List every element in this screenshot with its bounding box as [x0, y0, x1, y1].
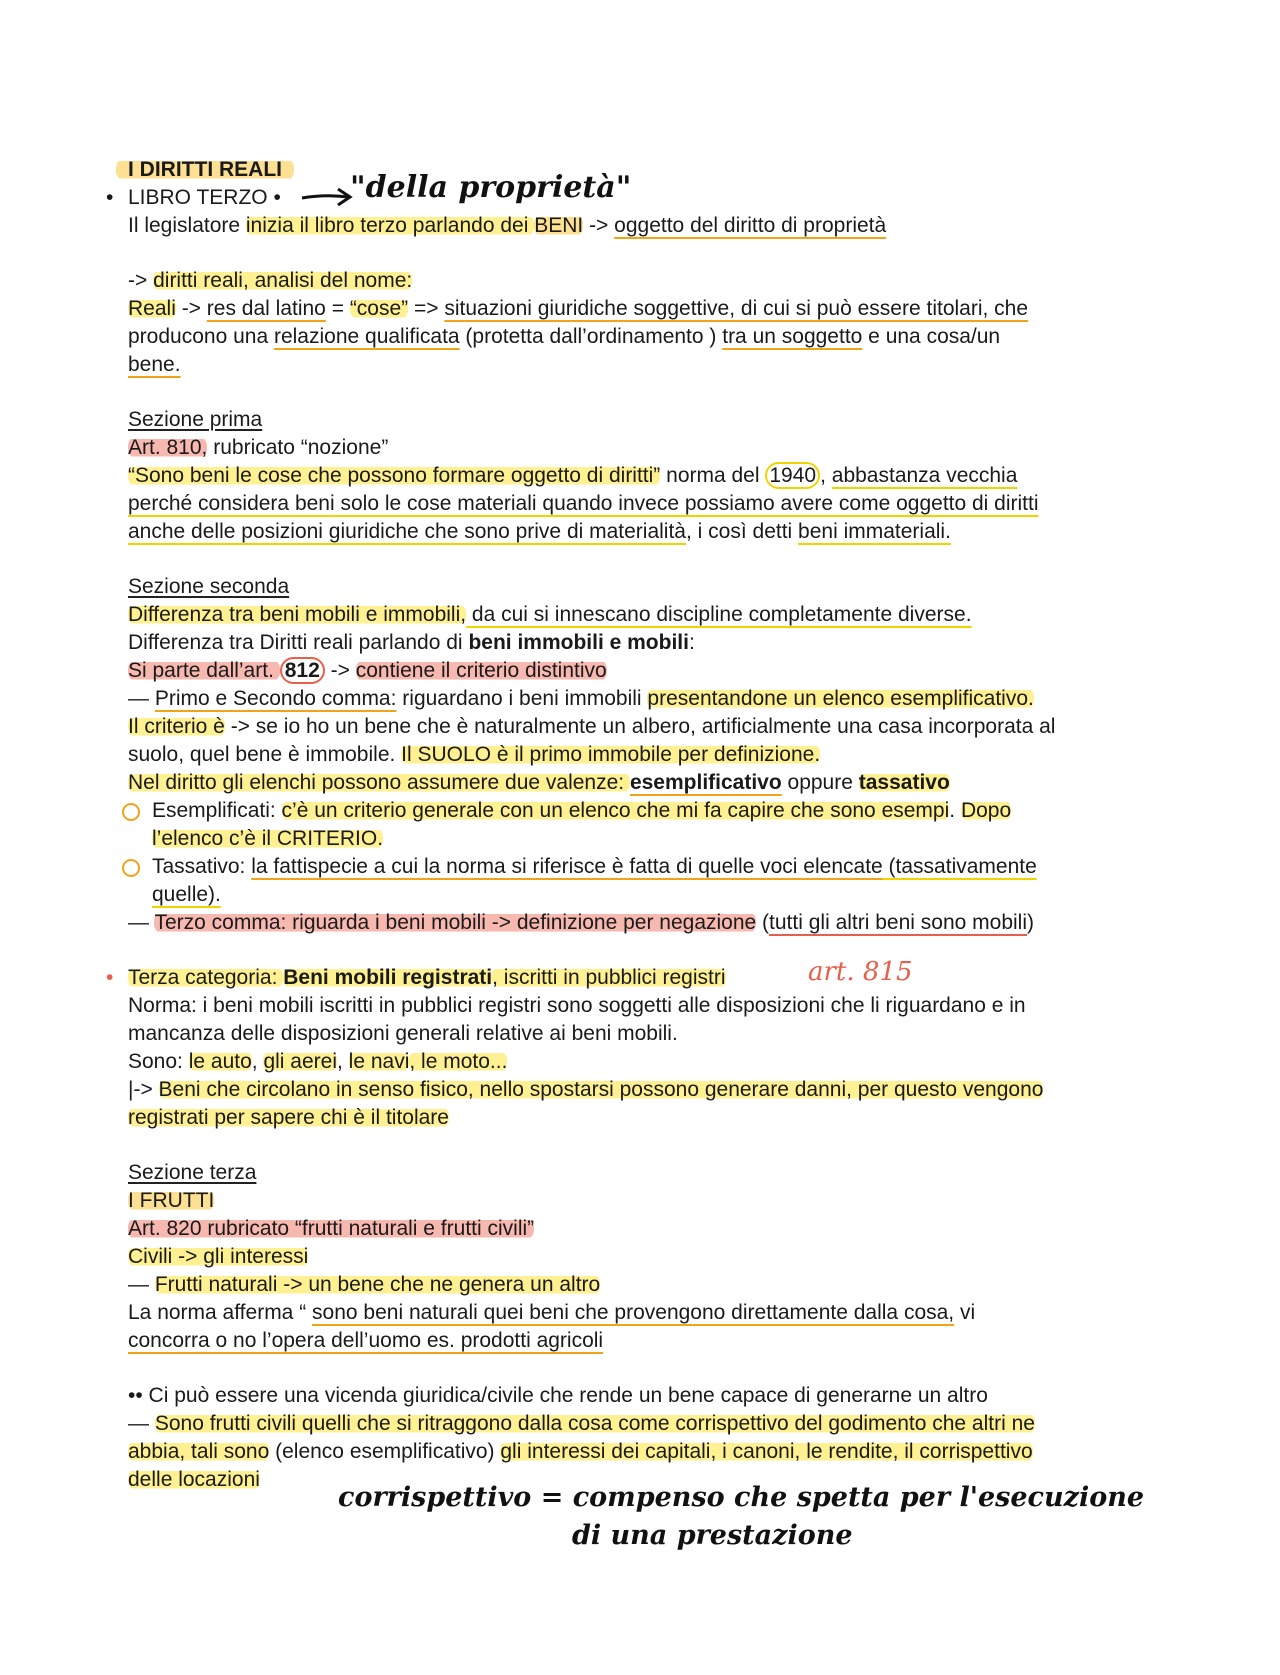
text: Reali [128, 297, 176, 320]
title-text: I DIRITTI REALI [116, 158, 294, 181]
text: . [949, 799, 961, 822]
text: BENI [534, 214, 584, 237]
text: , di cui si può essere titolari, che [729, 297, 1029, 320]
text: producono una [128, 325, 274, 348]
libro-line [106, 184, 1178, 212]
text: vi [954, 1301, 976, 1324]
text: Primo e Secondo comma: [154, 687, 397, 710]
text: “cose” [349, 297, 409, 320]
text: gli interessi dei capitali, i canoni, le rendite, il corrispettivo [500, 1440, 1033, 1463]
annotation-corrispettivo-line1: corrispettivo = compenso che spetta per l'esecuzione [338, 1482, 1145, 1513]
prima-line-3 [128, 490, 1178, 518]
intro-line-4 [128, 323, 1178, 351]
text: Sono frutti civili quelli che si ritraggono dalla cosa come corrispettivo del godimento che altri ne [154, 1412, 1035, 1435]
text: ( [756, 911, 770, 934]
section-heading-seconda [128, 573, 1178, 601]
intro-line-2 [128, 267, 1178, 295]
text: — [128, 911, 155, 934]
prima-line-1 [128, 434, 1178, 462]
seconda-line-9 [128, 825, 1178, 853]
text: Dopo [960, 799, 1012, 822]
text: perché considera [128, 492, 295, 515]
terza-line-4 [128, 1271, 1178, 1299]
text: c’è un criterio generale con un elenco che mi fa capire che sono esempi [281, 799, 950, 822]
text: Sono: [128, 1050, 189, 1073]
text: “Sono beni le cose che possono formare oggetto di diritti” [128, 464, 661, 487]
text: Beni mobili registrati [283, 966, 493, 989]
text: diritti reali, analisi del nome: [153, 269, 413, 292]
text: tutti gli altri beni sono mobili [769, 911, 1028, 934]
text: norma del [660, 464, 766, 487]
text: inizia il libro terzo parlando dei [245, 214, 535, 237]
seconda-line-2 [128, 629, 1178, 657]
bullet-icon: • [106, 966, 114, 989]
text: tra un soggetto [722, 325, 863, 348]
terza-line-7 [128, 1382, 1178, 1410]
text: registrati per sapere chi è il titolare [128, 1106, 449, 1129]
text: Sezione seconda [128, 575, 290, 598]
text: le auto [188, 1050, 252, 1073]
text: Esemplificati: [152, 799, 282, 822]
prima-line-2 [128, 462, 1178, 490]
text: Terzo comma: riguarda i beni mobili -> definizione per negazione [154, 911, 757, 934]
text: (elenco esemplificativo) [269, 1440, 501, 1463]
text: abbastanza vecchia [831, 464, 1018, 487]
seconda-line-7 [128, 769, 1178, 797]
intro-line-5 [128, 351, 1178, 379]
text: Il SUOLO è il primo immobile per definizione. [401, 743, 821, 766]
text: , [251, 1050, 264, 1073]
text: anche delle posizioni giuridiche che sono prive di materialità [128, 520, 686, 543]
text: l’elenco c’è il CRITERIO. [152, 827, 384, 850]
dot-icon: • [273, 186, 281, 209]
text: bene. [128, 353, 181, 376]
text: 1940 [765, 462, 820, 489]
terza-cat-line-1 [106, 964, 1178, 992]
text: rubricato “nozione” [207, 436, 389, 459]
text: — [128, 1273, 155, 1296]
terza-line-2 [128, 1215, 1178, 1243]
text: abbia, tali sono [128, 1440, 270, 1463]
text: , [820, 464, 832, 487]
text: Norma: i beni mobili iscritti in pubblici registri sono soggetti alle disposizioni che li riguardano e in [128, 994, 1026, 1017]
text: Si parte dall’art. [128, 659, 280, 682]
text: presentandone un elenco esemplificativo. [647, 687, 1034, 710]
text: Tassativo: [152, 855, 252, 878]
text: Nel diritto gli elenchi possono assumere due valenze: [128, 771, 630, 794]
intro-line-1 [128, 212, 1178, 240]
section-heading-terza [128, 1159, 1178, 1187]
seconda-line-6 [128, 741, 1178, 769]
text: oggetto del diritto di proprietà [614, 214, 887, 237]
text: Sezione prima [128, 408, 263, 431]
seconda-line-11 [128, 881, 1178, 909]
terza-line-10 [128, 1466, 1178, 1494]
text: => [408, 297, 445, 320]
text: I FRUTTI [128, 1189, 215, 1212]
terza-cat-line-3 [128, 1020, 1178, 1048]
text: -> [128, 269, 154, 292]
text: beni immateriali. [798, 520, 951, 543]
text: 812 [280, 657, 325, 684]
text: (protetta dall’ordinamento ) [459, 325, 723, 348]
notes-content [106, 156, 1178, 1494]
text: = [325, 297, 350, 320]
text: relazione qualificata [273, 325, 460, 348]
text: e una cosa/un [862, 325, 1001, 348]
terza-line-5 [128, 1299, 1178, 1327]
terza-line-1 [128, 1187, 1178, 1215]
text: Frutti naturali -> un bene che ne genera un altro [154, 1273, 601, 1296]
circle-bullet-icon [122, 859, 140, 877]
text: concorra o no l’opera dell’uomo es. prodotti agricoli [128, 1329, 604, 1352]
text: Differenza tra Diritti reali parlando di [128, 631, 469, 654]
seconda-line-10 [128, 853, 1178, 881]
seconda-line-1 [128, 601, 1178, 629]
text: esemplificativo [629, 771, 782, 794]
text: Sezione terza [128, 1161, 257, 1184]
text: beni immobili e mobili [468, 631, 689, 654]
text: res dal latino [206, 297, 326, 320]
terza-line-3 [128, 1243, 1178, 1271]
text: gli aerei [263, 1050, 337, 1073]
text: (tassativamente [882, 855, 1037, 878]
text: Civili -> gli interessi [128, 1245, 309, 1268]
seconda-line-5 [128, 713, 1178, 741]
text: Beni che circolano in senso fisico, nello spostarsi possono generare danni, per questo vengono [158, 1078, 1044, 1101]
libro-text: LIBRO TERZO [128, 186, 268, 209]
bullet-icon: • [106, 186, 114, 209]
text: -> se io ho un bene che è naturalmente un albero, artificialmente una casa incorporata al [224, 715, 1056, 738]
text: Differenza tra beni mobili e immobili, [128, 603, 467, 626]
text: , i così detti [686, 520, 799, 543]
terza-cat-line-6 [128, 1104, 1178, 1132]
text: •• Ci può essere una vicenda giuridica/civile che rende un bene capace di generarne un altro [128, 1384, 988, 1407]
text: Art. 820 rubricato “frutti naturali e frutti civili” [128, 1217, 535, 1240]
text: contiene il criterio distintivo [355, 659, 607, 682]
text: |-> [128, 1078, 159, 1101]
text: -> [324, 659, 356, 682]
terza-cat-line-2 [128, 992, 1178, 1020]
text: , le moto... [409, 1050, 508, 1073]
text: -> [583, 214, 615, 237]
prima-line-4 [128, 518, 1178, 546]
terza-line-8 [128, 1410, 1178, 1438]
text: Art. 810, [128, 436, 208, 459]
seconda-line-3 [128, 657, 1178, 685]
intro-line-3 [128, 295, 1178, 323]
terza-line-6 [128, 1327, 1178, 1355]
text: suolo, quel bene è immobile. [128, 743, 402, 766]
annotation-art-815: art. 815 [808, 957, 913, 987]
text: Il legislatore [128, 214, 246, 237]
text: Il criterio è [128, 715, 225, 738]
text: beni [294, 492, 335, 515]
text: -> [175, 297, 207, 320]
text: Terza categoria: [128, 966, 284, 989]
text: da cui si innescano discipline completamente diverse. [466, 603, 972, 626]
text: sono beni naturali quei beni che provengono direttamente dalla cosa, [312, 1301, 955, 1324]
text: — [128, 687, 155, 710]
text: , iscritti in pubblici registri [492, 966, 726, 989]
seconda-line-8 [128, 797, 1178, 825]
terza-line-9 [128, 1438, 1178, 1466]
text: La norma afferma “ [128, 1301, 313, 1324]
terza-cat-line-4 [128, 1048, 1178, 1076]
text: mancanza delle disposizioni generali relative ai beni mobili. [128, 1022, 678, 1045]
text: la fattispecie a cui la norma si riferisce è fatta di quelle voci elencate [251, 855, 883, 878]
seconda-line-12 [128, 909, 1178, 937]
text: — [128, 1412, 155, 1435]
text: delle locazioni [128, 1468, 260, 1491]
text: : [688, 631, 695, 654]
text: situazioni giuridiche soggettive [444, 297, 730, 320]
terza-cat-line-5 [128, 1076, 1178, 1104]
circle-bullet-icon [122, 803, 140, 821]
text: ) [1027, 911, 1035, 934]
text: , [337, 1050, 349, 1073]
text: riguardano i beni immobili [396, 687, 648, 710]
text: tassativo [858, 771, 950, 794]
section-heading-prima [128, 406, 1178, 434]
text: quelle). [152, 883, 221, 906]
text: oppure [781, 771, 859, 794]
seconda-line-4 [128, 685, 1178, 713]
annotation-corrispettivo-line2: di una prestazione [572, 1520, 853, 1551]
text: solo le cose materiali quando invece possiamo avere come oggetto di diritti [334, 492, 1039, 515]
text: le navi [348, 1050, 410, 1073]
page-title [128, 156, 1178, 184]
annotation-della-proprieta: "della proprietà" [350, 170, 632, 205]
